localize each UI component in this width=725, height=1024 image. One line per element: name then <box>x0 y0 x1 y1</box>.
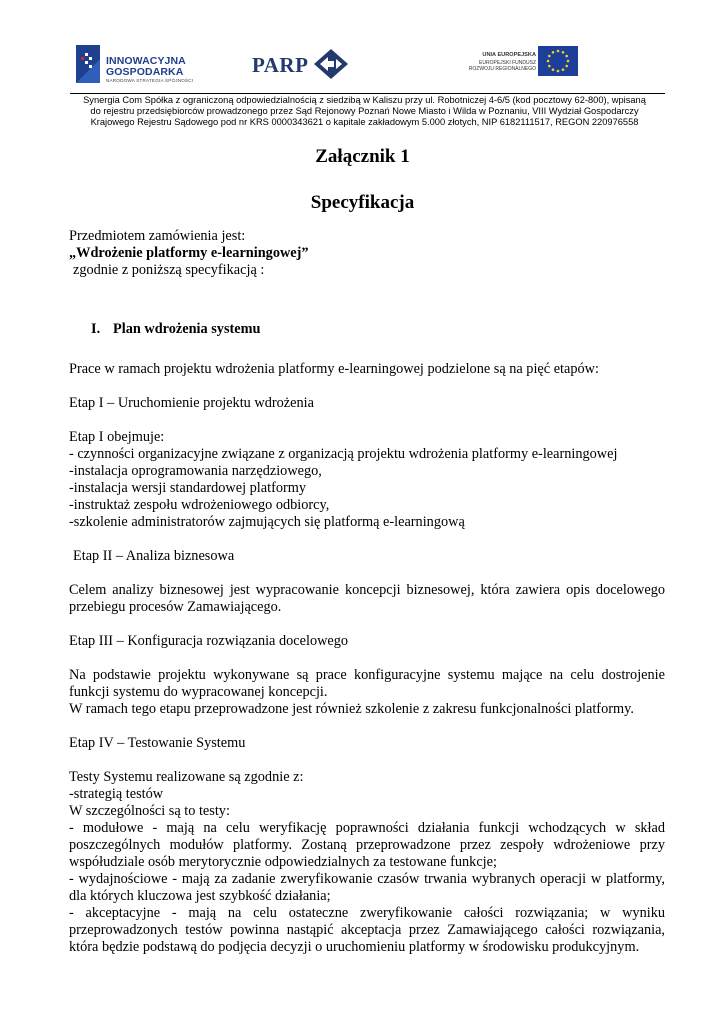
logo-bar <box>70 40 665 88</box>
list-item: - modułowe - mają na celu weryfikację poprawności działania funkcji wchodzących w skład poszczególnych modułów platformy. Zostaną przeprowadzone przez zespoły wdrożeniowe przy współudziale osób merytorycznie odpowiedzialnych za testowane funkcje; <box>69 820 665 870</box>
stage-title: Etap IV – Testowanie Systemu <box>69 735 246 751</box>
innowacyjna-gospodarka-logo <box>76 45 196 85</box>
paragraph: Testy Systemu realizowane są zgodnie z: <box>69 769 304 785</box>
list-item: - akceptacyjne - mają na celu ostateczne zweryfikowanie całości rozwiązania; w wyniku przeprowadzonych testów powinna nastąpić akceptacja przez Zamawiającego całości rozwiązania, która będzie podstawą do podjęcia decyzji o uruchomieniu platformy w środowisku produkcyjnym. <box>69 905 665 955</box>
stage-title: Etap II – Analiza biznesowa <box>73 548 235 564</box>
company-info-line: Krajowego Rejestru Sądowego pod nr KRS 0000343621 o kapitale zakładowym 5.000 złotych, NIP 6182111517, REGON 220976558 <box>90 117 639 127</box>
parp-arrows-icon <box>314 49 348 79</box>
company-info <box>62 95 667 128</box>
parp-logo-text: PARP <box>252 53 309 77</box>
paragraph: Celem analizy biznesowej jest wypracowanie koncepcji biznesowej, która zawiera opis docelowego przebiegu procesów Zamawiającego. <box>69 582 665 615</box>
document-body <box>69 228 665 956</box>
stage-title: Etap III – Konfiguracja rozwiązania docelowego <box>69 633 349 649</box>
document-title: Załącznik 1 <box>315 146 410 167</box>
ig-logo-tagline: NARODOWA STRATEGIA SPÓJNOŚCI <box>106 78 194 83</box>
eu-logo <box>460 46 578 80</box>
list-item: -instalacja oprogramowania narzędziowego, <box>69 463 322 479</box>
paragraph: W szczególności są to testy: <box>69 803 230 819</box>
section-title: Plan wdrożenia systemu <box>113 321 261 337</box>
company-info-line: Synergia Com Spółka z ograniczoną odpowiedzialnością z siedzibą w Kaliszu przy ul. Robotniczej 4-6/5 (kod pocztowy 62-800), wpisaną <box>83 95 646 105</box>
section-number: I. <box>91 321 101 337</box>
list-item: -strategią testów <box>69 786 164 802</box>
company-info-line: do rejestru przedsiębiorców prowadzonego przez Sąd Rejonowy Poznań Nowe Miasto i Wilda w Poznaniu, VIII Wydział Gospodarczy <box>90 106 639 116</box>
ig-logo-line2: GOSPODARKA <box>106 66 184 78</box>
header-divider <box>70 93 665 94</box>
document-subtitle: Specyfikacja <box>310 192 415 213</box>
list-item: - czynności organizacyjne związane z organizacją projektu wdrożenia platformy e-learningowej <box>69 446 618 462</box>
intro-line: zgodnie z poniższą specyfikacją : <box>73 262 265 278</box>
eu-flag-icon <box>538 46 578 76</box>
stage-title: Etap I – Uruchomienie projektu wdrożenia <box>69 395 314 411</box>
paragraph: Etap I obejmuje: <box>69 429 165 445</box>
intro-line: Przedmiotem zamówienia jest: <box>69 228 246 244</box>
section-heading <box>69 321 665 338</box>
list-item: - wydajnościowe - mają za zadanie zweryfikowanie czasów trwania wybranych operacji w platformy, dla których kluczowa jest szybkość działania; <box>69 871 665 904</box>
paragraph: Prace w ramach projektu wdrożenia platformy e-learningowej podzielone są na pięć etapów: <box>69 361 599 377</box>
list-item: -instruktaż zespołu wdrożeniowego odbiorcy, <box>69 497 330 513</box>
innowacyjna-gospodarka-mark-icon <box>76 45 100 83</box>
parp-logo <box>252 49 352 81</box>
ig-logo-line1: INNOWACYJNA <box>106 55 186 67</box>
paragraph: W ramach tego etapu przeprowadzone jest również szkolenie z zakresu funkcjonalności platformy. <box>69 701 634 717</box>
list-item: -instalacja wersji standardowej platformy <box>69 480 307 496</box>
eu-logo-line1: UNIA EUROPEJSKA <box>482 52 536 58</box>
list-item: -szkolenie administratorów zajmujących się platformą e-learningową <box>69 514 465 530</box>
eu-logo-line2: EUROPEJSKI FUNDUSZ <box>479 60 536 66</box>
order-subject: „Wdrożenie platformy e-learningowej” <box>69 245 309 261</box>
eu-logo-line3: ROZWOJU REGIONALNEGO <box>468 66 536 72</box>
paragraph: Na podstawie projektu wykonywane są prace konfiguracyjne systemu mające na celu dostrojenie funkcji systemu do wypracowanej koncepcji. <box>69 667 665 700</box>
